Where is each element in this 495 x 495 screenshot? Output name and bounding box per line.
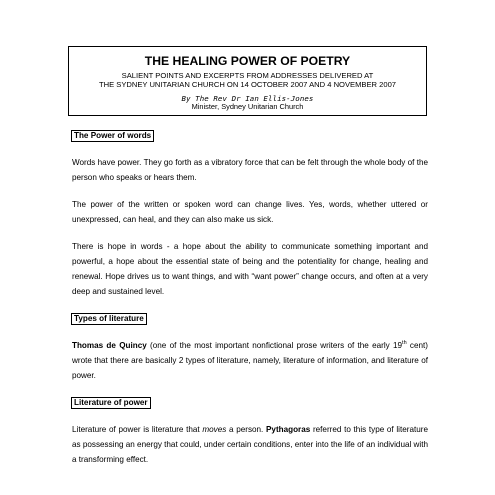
paragraph-literature-of-power [72, 422, 428, 467]
text-de-quincy-a: (one of the most important nonfictional prose writers of the early 19 [146, 341, 403, 350]
paragraph-hope-in-words: There is hope in words - a hope about the ability to communicate something important and powerful, a hope about the essential state of being and the potentiality for change, healing and renewal. Hope drives us to want things, and with “want power” change occurs, and often at a very deep and sustained level. [72, 242, 428, 296]
text-lop-c: referred to this type of literature as possessing an energy that could, under certain conditions, enter into the life of an individual with a transforming effect. [72, 425, 428, 464]
paragraph-written-word: The power of the written or spoken word can change lives. Yes, words, whether uttered or unexpressed, can heal, and they can also make us sick. [72, 200, 428, 224]
paragraph-words-have-power: Words have power. They go forth as a vibratory force that can be felt through the whole body of the person who speaks or hears them. [72, 158, 428, 182]
section-heading-power-of-words: The Power of words [71, 130, 154, 142]
text-lop-a: Literature of power is literature that [72, 425, 203, 434]
section-heading-types-of-literature: Types of literature [71, 313, 147, 325]
emphasis-moves: moves [202, 425, 227, 434]
paragraph-de-quincy [72, 338, 428, 383]
subtitle-line-1: SALIENT POINTS AND EXCERPTS FROM ADDRESSES DELIVERED AT [121, 71, 374, 80]
text-de-quincy-b: cent) wrote that there are basically 2 types of literature, namely, literature of information, and literature of power. [72, 341, 428, 380]
author-byline: By The Rev Dr Ian Ellis-Jones [181, 93, 314, 103]
title-box [68, 46, 427, 116]
document-body [72, 128, 428, 467]
name-thomas-de-quincy: Thomas de Quincy [72, 341, 147, 350]
name-pythagoras: Pythagoras [266, 425, 311, 434]
author-role: Minister, Sydney Unitarian Church [191, 102, 304, 112]
section-heading-literature-of-power: Literature of power [71, 397, 151, 409]
document-title: THE HEALING POWER OF POETRY [144, 54, 351, 68]
text-lop-b: a person. [226, 425, 266, 434]
superscript-th: th [402, 340, 407, 346]
subtitle-line-2: THE SYDNEY UNITARIAN CHURCH ON 14 OCTOBER 2007 AND 4 NOVEMBER 2007 [98, 79, 397, 89]
